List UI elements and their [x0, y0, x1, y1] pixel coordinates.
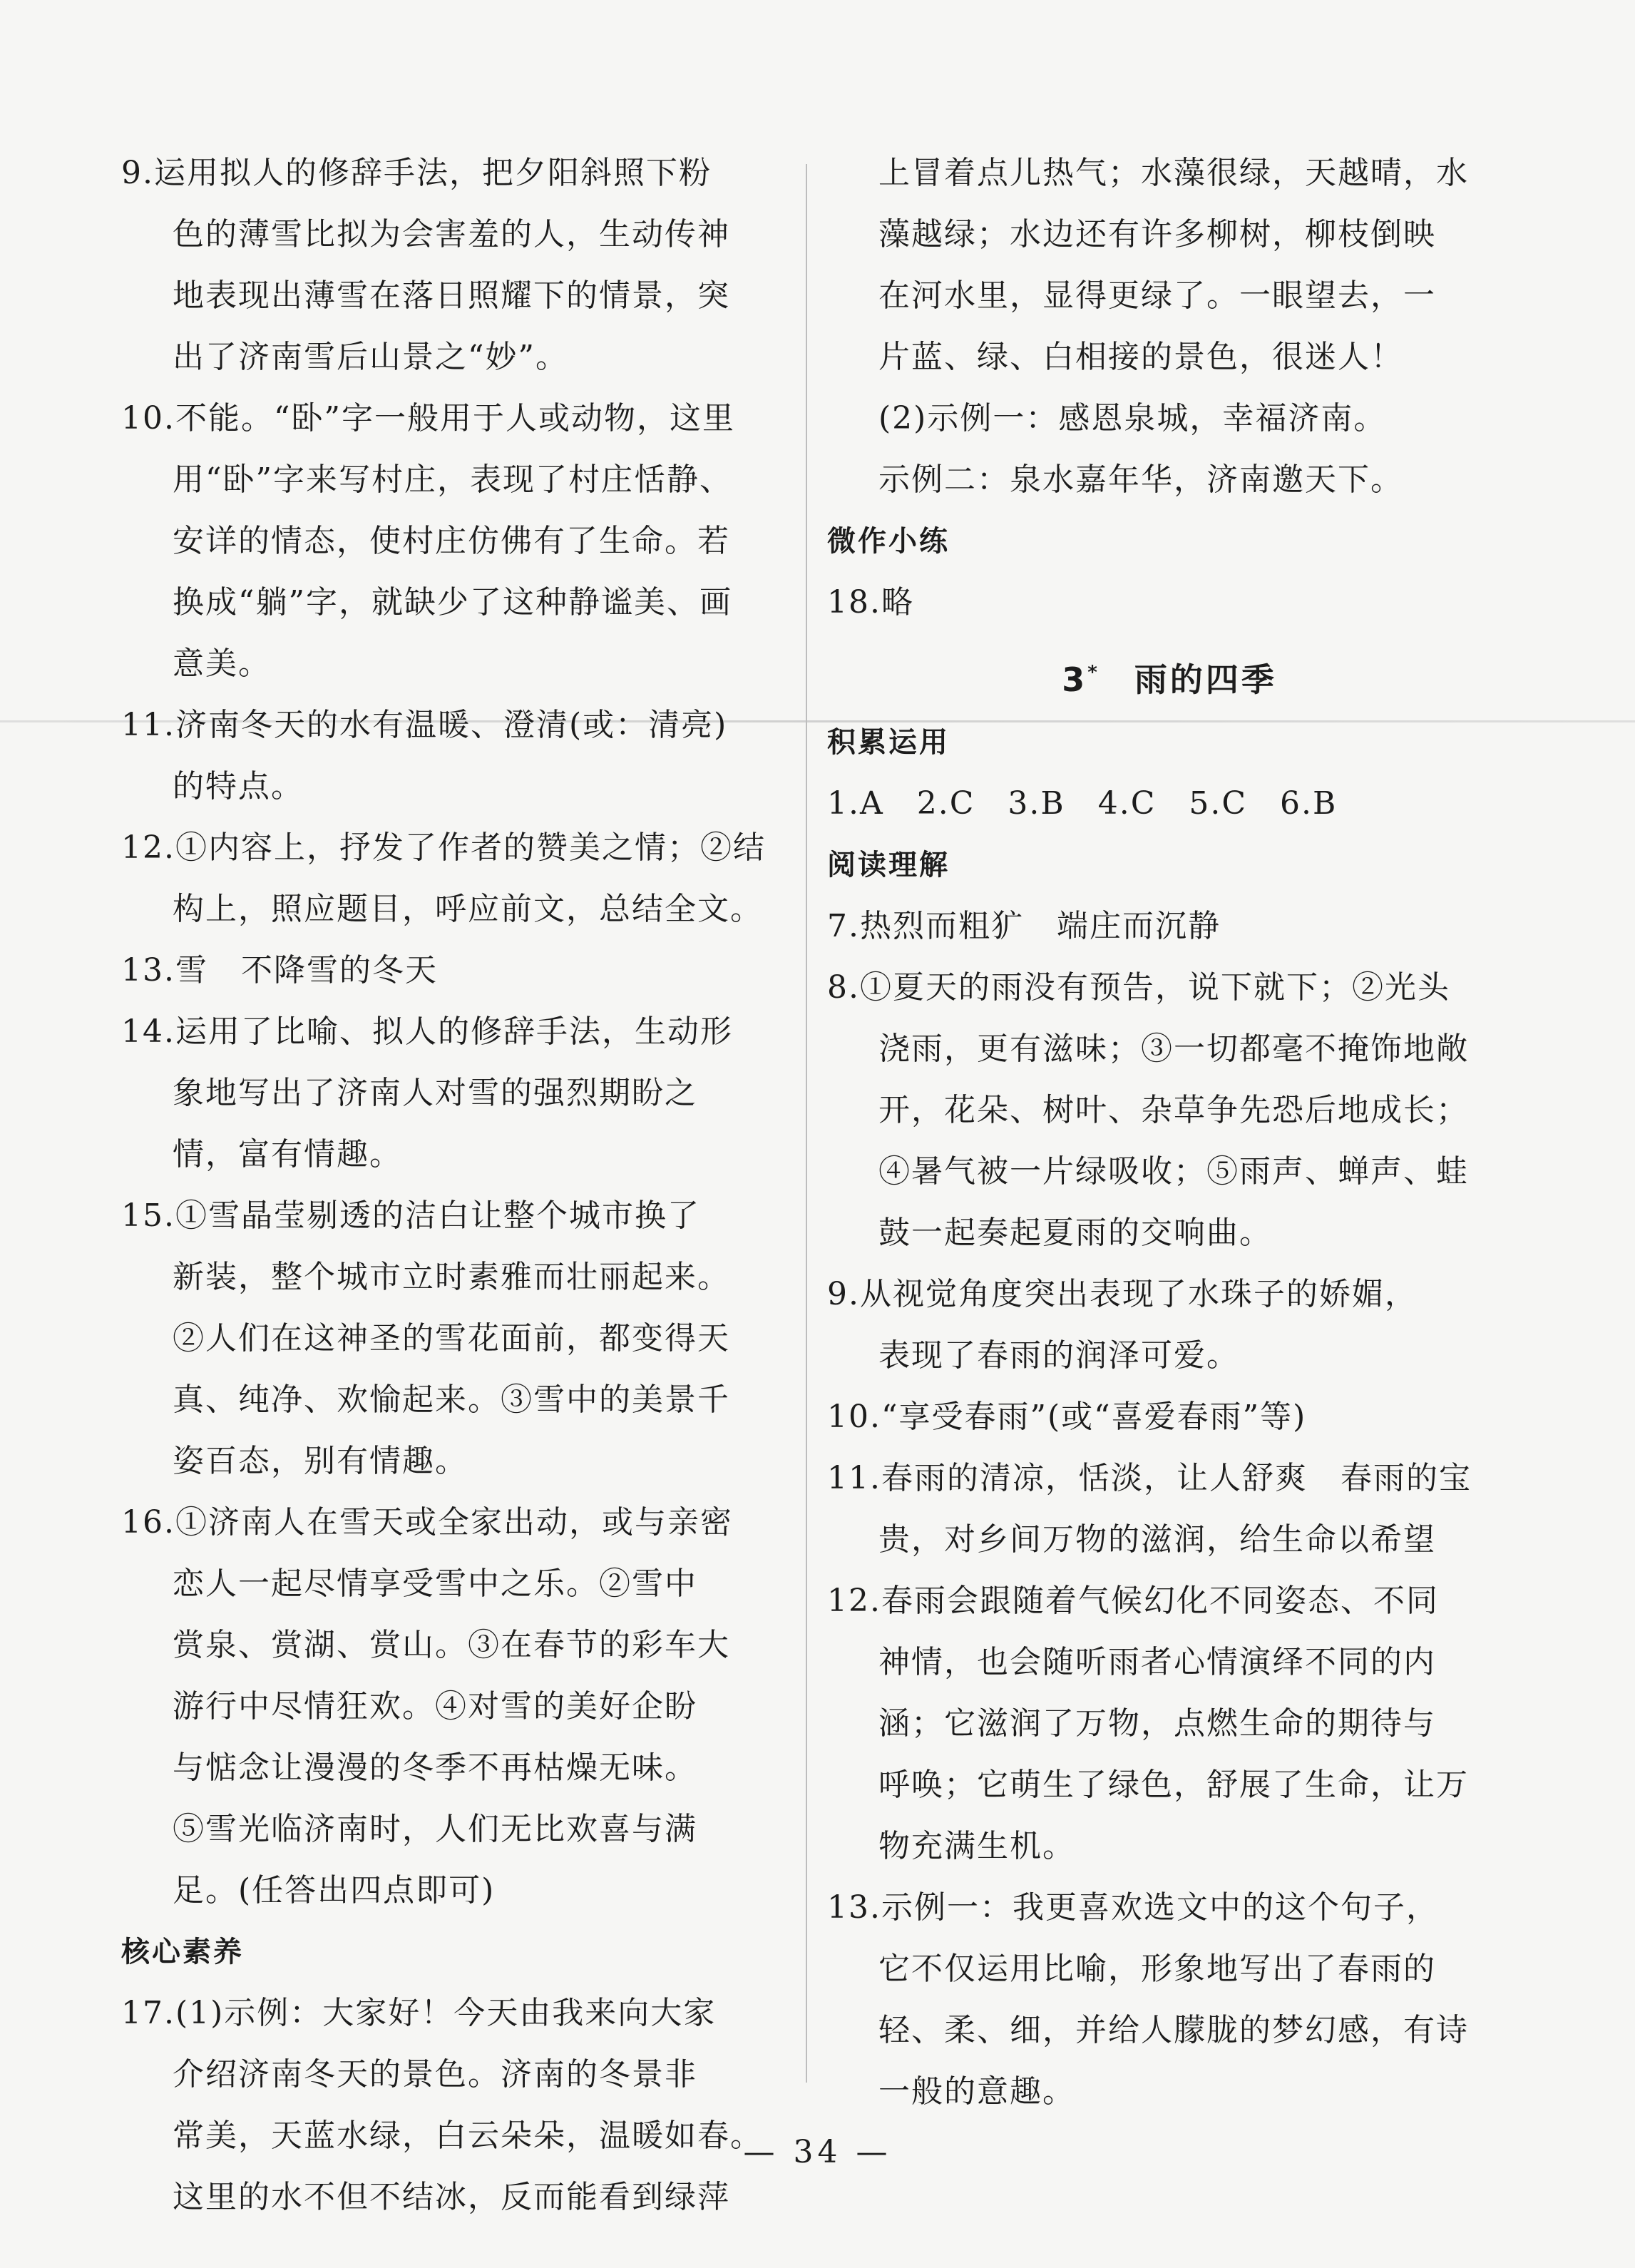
- answer-line: 7.热烈而粗犷 端庄而沉静: [827, 908, 1221, 944]
- answer-continuation-line: 赏泉、赏湖、赏山。③在春节的彩车大: [173, 1627, 730, 1663]
- answer-continuation-line: 出了济南雪后山景之“妙”。: [173, 339, 568, 375]
- answer-continuation-line: 呼唤；它萌生了绿色，舒展了生命，让万: [878, 1767, 1469, 1803]
- answer-continuation-line: 上冒着点儿热气；水藻很绿，天越晴，水: [878, 155, 1469, 191]
- answer-continuation-line: 足。(任答出四点即可): [173, 1872, 496, 1909]
- answer-continuation-line: 游行中尽情狂欢。④对雪的美好企盼: [173, 1688, 697, 1725]
- answer-line: 16.①济南人在雪天或全家出动，或与亲密: [121, 1504, 733, 1541]
- answer-continuation-line: 的特点。: [173, 768, 304, 804]
- answer-continuation-line: 在河水里，显得更绿了。一眼望去，一: [878, 277, 1436, 314]
- answer-continuation-line: 开，花朵、树叶、杂草争先恐后地成长；: [878, 1092, 1469, 1128]
- answer-continuation-line: 色的薄雪比拟为会害羞的人，生动传神: [173, 216, 730, 252]
- answer-continuation-line: 换成“躺”字，就缺少了这种静谧美、画: [173, 584, 732, 620]
- answer-continuation-line: 鼓一起奏起夏雨的交响曲。: [878, 1215, 1272, 1251]
- answer-continuation-line: 与惦念让漫漫的冬季不再枯燥无味。: [173, 1749, 697, 1786]
- column-divider: [806, 164, 807, 2083]
- answer-continuation-line: 轻、柔、细，并给人朦胧的梦幻感，有诗: [878, 2012, 1469, 2048]
- answer-continuation-line: 介绍济南冬天的景色。济南的冬景非: [173, 2056, 697, 2093]
- section-title: [827, 633, 1512, 712]
- answer-continuation-line: 姿百态，别有情趣。: [173, 1443, 468, 1479]
- answer-continuation-line: (2)示例一：感恩泉城，幸福济南。: [878, 400, 1387, 436]
- answer-continuation-line: 贵，对乡间万物的滋润，给生命以希望: [878, 1521, 1436, 1558]
- answer-continuation-line: 安详的情态，使村庄仿佛有了生命。若: [173, 523, 730, 559]
- answer-continuation-line: ④暑气被一片绿吸收；⑤雨声、蝉声、蛙: [878, 1153, 1469, 1190]
- answer-continuation-line: 表现了春雨的润泽可爱。: [878, 1337, 1239, 1374]
- section-number: 3: [1062, 660, 1088, 699]
- answer-continuation-line: 它不仅运用比喻，形象地写出了春雨的: [878, 1951, 1436, 1987]
- section-heading: 阅读理解: [827, 849, 950, 882]
- section-title-text: 雨的四季: [1134, 660, 1277, 699]
- answer-continuation-line: 意美。: [173, 645, 271, 682]
- page-number: — 34 —: [743, 2134, 892, 2170]
- section-heading: 微作小练: [827, 525, 950, 558]
- answer-line: 10.“享受春雨”(或“喜爱春雨”等): [827, 1399, 1307, 1435]
- answer-continuation-line: 一般的意趣。: [878, 2073, 1075, 2110]
- answer-line: 18.略: [827, 584, 914, 620]
- answer-continuation-line: 常美，天蓝水绿，白云朵朵，温暖如春。: [173, 2118, 763, 2154]
- answer-continuation-line: 构上，照应题目，呼应前文，总结全文。: [173, 891, 763, 927]
- answer-line: 13.雪 不降雪的冬天: [121, 952, 438, 989]
- answer-continuation-line: 情，富有情趣。: [173, 1136, 402, 1173]
- answer-continuation-line: 用“卧”字来写村庄，表现了村庄恬静、: [173, 461, 732, 498]
- answer-continuation-line: 示例二：泉水嘉年华，济南邀天下。: [878, 461, 1403, 498]
- answer-line: 13.示例一：我更喜欢选文中的这个句子，: [827, 1889, 1439, 1926]
- answer-continuation-line: 物充满生机。: [878, 1828, 1075, 1864]
- answer-line: 17.(1)示例：大家好！今天由我来向大家: [121, 1995, 717, 2031]
- answer-line: 11.春雨的清凉，恬淡，让人舒爽 春雨的宝: [827, 1460, 1472, 1496]
- answer-continuation-line: 地表现出薄雪在落日照耀下的情景，突: [173, 277, 730, 314]
- right-column-bottom: [827, 712, 1512, 2123]
- answer-continuation-line: 新装，整个城市立时素雅而壮丽起来。: [173, 1259, 730, 1295]
- section-heading: 核心素养: [121, 1936, 244, 1968]
- answer-continuation-line: 恋人一起尽情享受雪中之乐。②雪中: [173, 1565, 697, 1602]
- right-column-top: [827, 143, 1512, 633]
- answer-line: 15.①雪晶莹剔透的洁白让整个城市换了: [121, 1197, 700, 1234]
- answer-continuation-line: ②人们在这神圣的雪花面前，都变得天: [173, 1320, 730, 1357]
- answer-line: 1.A 2.C 3.B 4.C 5.C 6.B: [827, 785, 1338, 822]
- answer-continuation-line: 这里的水不但不结冰，反而能看到绿萍: [173, 2179, 730, 2215]
- answer-continuation-line: 涵；它滋润了万物，点燃生命的期待与: [878, 1705, 1436, 1742]
- answer-line: 9.运用拟人的修辞手法，把夕阳斜照下粉: [121, 155, 712, 191]
- right-column: [827, 143, 1512, 2123]
- section-star: *: [1087, 662, 1100, 683]
- answer-continuation-line: ⑤雪光临济南时，人们无比欢喜与满: [173, 1811, 697, 1847]
- section-heading: 积累运用: [827, 726, 950, 759]
- answer-continuation-line: 真、纯净、欢愉起来。③雪中的美景千: [173, 1381, 730, 1418]
- answer-line: 8.①夏天的雨没有预告，说下就下；②光头: [827, 969, 1450, 1006]
- answer-continuation-line: 神情，也会随听雨者心情演绎不同的内: [878, 1644, 1436, 1680]
- answer-line: 10.不能。“卧”字一般用于人或动物，这里: [121, 400, 735, 436]
- answer-continuation-line: 片蓝、绿、白相接的景色，很迷人！: [878, 339, 1403, 375]
- answer-line: 12.①内容上，抒发了作者的赞美之情；②结: [121, 829, 766, 866]
- answer-continuation-line: 浇雨，更有滋味；③一切都毫不掩饰地敞: [878, 1031, 1469, 1067]
- answer-line: 11.济南冬天的水有温暖、澄清(或：清亮): [121, 707, 728, 743]
- left-column: [121, 143, 784, 2228]
- answer-continuation-line: 象地写出了济南人对雪的强烈期盼之: [173, 1075, 697, 1111]
- answer-line: 14.运用了比喻、拟人的修辞手法，生动形: [121, 1013, 733, 1050]
- answer-line: 9.从视觉角度突出表现了水珠子的娇媚，: [827, 1276, 1418, 1312]
- answer-line: 12.春雨会跟随着气候幻化不同姿态、不同: [827, 1583, 1439, 1619]
- answer-continuation-line: 藻越绿；水边还有许多柳树，柳枝倒映: [878, 216, 1436, 252]
